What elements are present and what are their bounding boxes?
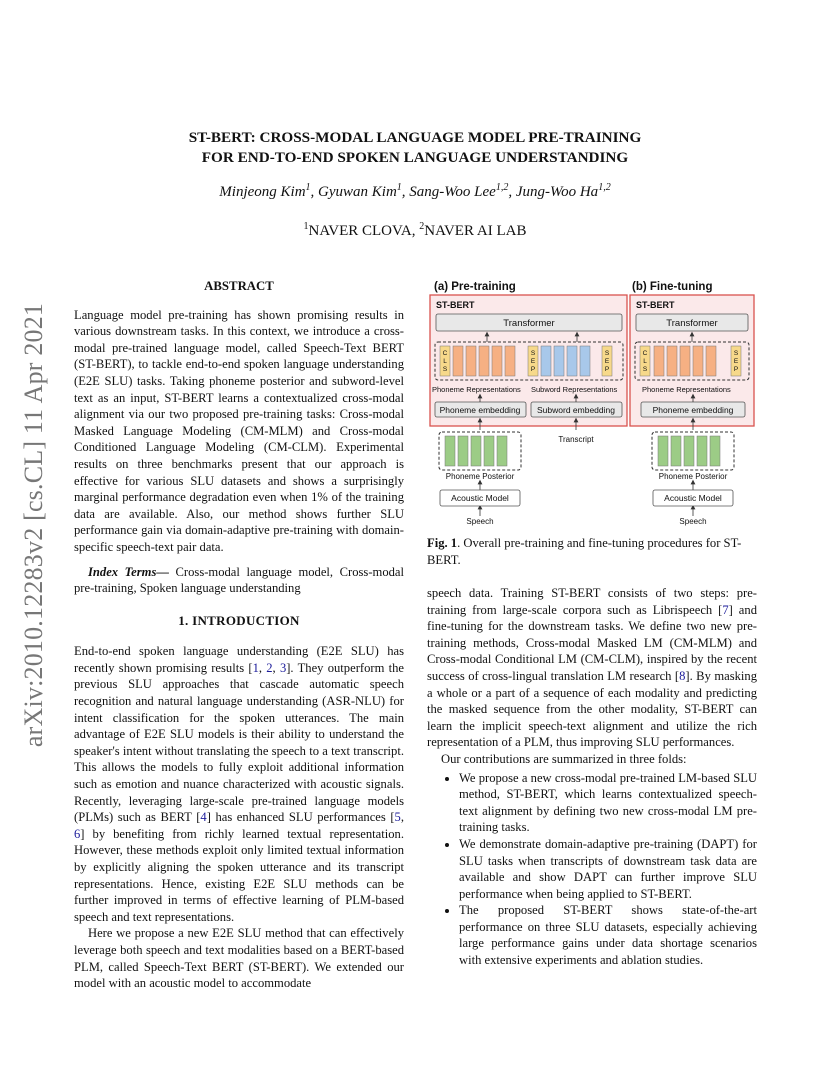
affiliation: NAVER AI LAB — [424, 223, 527, 239]
author-sup: 1 — [305, 182, 311, 193]
list-item: • We propose a new cross-modal pre-trained LM-based SLU method, ST-BERT, which learns contextualized speech-text alignment by defining two new cross-modal LM pre-training tasks. — [459, 770, 757, 836]
figure-caption — [427, 535, 757, 568]
affiliations: $^1$NAVER CLOVA, $^2$NAVER AI LAB — [303, 221, 527, 239]
intro-paragraph-1: End-to-end spoken language understanding (E2E SLU) has recently shown promising results [1, 2, 3]. They outperform the previous SLU approaches that cascade automatic speech recognition and natural language understanding (ASR-NLU) for intent classification for the spoken utterances. The main advantage of E2E SLU models is their ability to understand the speaker's intent without translating the speech to a text transcript. This allows the models to fully exploit additional information such as emotion and nuance characterized with acoustic signals. Recently, leveraging large-scale pre-trained language models (PLMs) such as BERT [4] has enhanced SLU performances [5, 6] by benefiting from richly learned textual representation. However, these methods exploit only limited textual information by explicitly aligning the spoken utterance and its transcript representations. Hence, existing E2E SLU methods can be further improved in terms of effective learning of PLM-based speech and text representations. — [74, 644, 404, 924]
svg-text:Acoustic Model: Acoustic Model — [451, 493, 509, 503]
transcript-label: Transcript — [558, 435, 594, 444]
paper-title — [90, 128, 740, 168]
svg-text:S: S — [733, 350, 739, 357]
author: Sang-Woo Lee — [409, 184, 496, 200]
right-column — [427, 585, 757, 969]
speech-label: Speech — [466, 517, 494, 526]
svg-text:S: S — [530, 350, 536, 357]
author-sup: 1 — [396, 182, 402, 193]
citation-link[interactable]: 5 — [394, 810, 401, 825]
intro-paragraph-2: Here we propose a new E2E SLU method that can effectively leverage both speech and text modalities based on a BERT-based PLM, called Speech-Text BERT (ST-BERT). We extended our model with an acoustic model to accommodate — [74, 926, 404, 991]
index-terms-text: Cross-modal language model, Cross-modal pre-training, Spoken language understanding — [74, 564, 404, 596]
contributions-intro: Our contributions are summarized in three folds: — [441, 751, 687, 766]
list-item: • The proposed ST-BERT shows state-of-the-art performance on three SLU datasets, especially achieving large performance gains under data shortage scenarios with extensive experiments and ablation studies. — [459, 902, 757, 968]
index-terms-label: Index Terms— — [88, 564, 169, 579]
citation-link[interactable]: 8 — [679, 668, 686, 683]
section-heading: 1. INTRODUCTION — [178, 612, 300, 628]
svg-text:L: L — [643, 358, 647, 365]
citation-link[interactable]: 4 — [200, 810, 207, 825]
svg-text:Phoneme embedding: Phoneme embedding — [439, 405, 521, 415]
svg-text:C: C — [642, 350, 648, 357]
affiliation: NAVER CLOVA — [308, 223, 412, 239]
author: Gyuwan Kim — [318, 184, 397, 200]
author-list: Minjeong Kim$^1$, Gyuwan Kim$^1$, Sang-Woo Lee$^{1,2}$, Jung-Woo Ha$^{1,2}$ — [219, 182, 611, 200]
index-terms — [74, 564, 404, 597]
transformer-label: Transformer — [503, 318, 555, 329]
panel-b-title: (b) Fine-tuning — [632, 281, 713, 293]
transformer-label: Transformer — [666, 318, 718, 329]
svg-text:P: P — [604, 366, 610, 373]
citation-link[interactable]: 2 — [266, 660, 273, 675]
st-bert-label: ST-BERT — [436, 300, 475, 310]
affil-sup: 1 — [303, 221, 309, 232]
svg-text:S: S — [442, 366, 448, 373]
panel-a-title: (a) Pre-training — [434, 281, 516, 293]
right-paragraph-1: speech data. Training ST-BERT consists of two steps: pre-training from large-scale corpora such as Librispeech [7] and fine-tuning for the downstream tasks. We define two new pre-training methods, Cross-modal Masked LM (CM-MLM) and Cross-modal Conditional LM (CM-CLM), inspired by the recent success of cross-lingual translation LM research [8]. By masking a whole or a part of a sequence of each modality and predicting the masked sequence from the other modality, ST-BERT can learn the implicit speech-text alignment and utilize the rich representation of a PLM, thus improving SLU performances. — [427, 586, 757, 750]
figure-1 — [427, 276, 757, 536]
st-bert-label: ST-BERT — [636, 300, 675, 310]
phoneme-representations-label: Phoneme Representations — [642, 385, 731, 394]
phoneme-posterior-label: Phoneme Posterior — [658, 472, 728, 481]
list-item: • We demonstrate domain-adaptive pre-training (DAPT) for SLU tasks when transcripts of downstream task data are available and show DAPT can further improve SLU performance when being applied to ST-BERT. — [459, 836, 757, 902]
svg-text:S: S — [642, 366, 648, 373]
affil-sup: 2 — [419, 221, 425, 232]
svg-text:Subword embedding: Subword embedding — [537, 405, 615, 415]
svg-text:E: E — [530, 358, 536, 365]
left-column — [74, 278, 404, 992]
svg-text:Acoustic Model: Acoustic Model — [664, 493, 722, 503]
svg-text:E: E — [604, 358, 610, 365]
svg-text:L: L — [443, 358, 447, 365]
caption-text: . Overall pre-training and fine-tuning procedures for ST-BERT. — [427, 536, 742, 567]
svg-text:E: E — [733, 358, 739, 365]
abstract-heading: ABSTRACT — [204, 279, 274, 293]
citation-link[interactable]: 3 — [279, 660, 287, 675]
svg-text:C: C — [442, 350, 448, 357]
author: Jung-Woo Ha — [515, 184, 599, 200]
arxiv-stamp: arXiv:2010.12283v2 [cs.CL] 11 Apr 2021 — [19, 302, 48, 748]
abstract-text: Language model pre-training has shown promising results in various downstream tasks. In this context, we introduce a cross-modal pre-trained language model, called Speech-Text BERT (ST-BERT), to tackle end-to-end spoken language understanding (E2E SLU) tasks. Taking phoneme posterior and subword-level text as an input, ST-BERT learns a contextualized cross-modal alignment via our two proposed pre-training tasks: Cross-modal Masked Language Modeling (CM-MLM) and Cross-modal Conditioned Language Modeling (CM-CLM). Experimental results on three benchmarks present that our approach is effective for various SLU datasets and shows a surprisingly marginal performance degradation even when 1% of the training data are available. Also, our method shows further SLU performance gain via domain-adaptive pre-training with domain-specific speech-text pair data. — [74, 307, 404, 554]
svg-text:S: S — [604, 350, 610, 357]
citation-link[interactable]: 1 — [252, 660, 259, 675]
phoneme-representations-label: Phoneme Representations — [432, 385, 521, 394]
subword-representations-label: Subword Representations — [531, 385, 618, 394]
author: Minjeong Kim — [219, 184, 306, 200]
phoneme-posterior-label: Phoneme Posterior — [445, 472, 515, 481]
contributions-list — [427, 770, 757, 969]
caption-label: Fig. 1 — [427, 536, 458, 550]
citation-link[interactable]: 7 — [722, 602, 729, 617]
author-sup: 1,2 — [495, 182, 509, 193]
speech-label: Speech — [679, 517, 707, 526]
title-line-1: ST-BERT: CROSS-MODAL LANGUAGE MODEL PRE-TRAINING — [188, 129, 642, 146]
title-line-2: FOR END-TO-END SPOKEN LANGUAGE UNDERSTANDING — [201, 149, 629, 166]
author-sup: 1,2 — [598, 182, 611, 193]
svg-text:Phoneme embedding: Phoneme embedding — [652, 405, 734, 415]
svg-text:P: P — [530, 366, 536, 373]
svg-text:P: P — [733, 366, 739, 373]
citation-link[interactable]: 6 — [74, 826, 81, 841]
